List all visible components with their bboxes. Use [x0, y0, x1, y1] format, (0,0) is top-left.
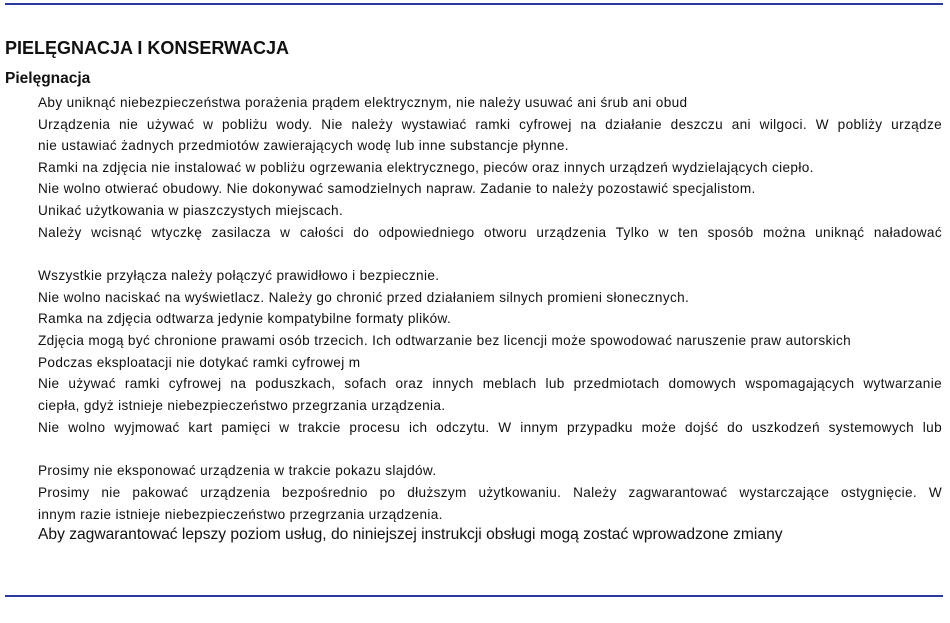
text-line: Wszystkie przyłącza należy połączyć prawidłowo i bezpiecznie. [38, 268, 440, 283]
text-line: Prosimy nie eksponować urządzenia w trakcie pokazu slajdów. [38, 463, 437, 478]
text-line: Aby uniknąć niebezpieczeństwa porażenia prądem elektrycznym, nie należy usuwać ani śrub ani obud [38, 95, 688, 110]
text-line: Nie wolno otwierać obudowy. Nie dokonywać samodzielnych napraw. Zadanie to należy pozostawić specjalistom. [38, 181, 756, 196]
text-line: nie ustawiać żadnych przedmiotów zawierających wodę lub inne substancje płynne. [38, 138, 569, 153]
text-line: ciepła, gdyż istnieje niebezpieczeństwo przegrzania urządzenia. [38, 398, 446, 413]
text-line: Nie używać ramki cyfrowej na poduszkach, sofach oraz innych meblach lub przedmiotach domowych wspomagających wytwarzanie [38, 376, 942, 391]
bottom-divider [5, 595, 943, 597]
subsection-title: Pielęgnacja [5, 70, 91, 87]
text-line: Nie wolno wyjmować kart pamięci w trakcie procesu ich odczytu. W innym przypadku może dojść do uszkodzeń systemowych lub [38, 420, 942, 435]
section-title: PIELĘGNACJA I KONSERWACJA [5, 38, 290, 58]
text-line: Podczas eksploatacji nie dotykać ramki cyfrowej m [38, 355, 361, 370]
text-line: Ramki na zdjęcia nie instalować w pobliżu ogrzewania elektrycznego, pieców oraz innych urządzeń wydzielających ciepło. [38, 160, 814, 175]
text-line: Nie wolno naciskać na wyświetlacz. Należy go chronić przed działaniem silnych promieni słonecznych. [38, 290, 690, 305]
text-line: Urządzenia nie używać w pobliżu wody. Nie należy wystawiać ramki cyfrowej na działanie deszczu ani wilgoci. W pobliży urządze [38, 117, 942, 132]
text-line: Aby zagwarantować lepszy poziom usług, do niniejszej instrukcji obsługi mogą zostać wprowadzone zmiany [38, 526, 783, 543]
text-line: Należy wcisnąć wtyczkę zasilacza w całości do odpowiedniego otworu urządzenia Tylko w ten sposób można uniknąć naładować [38, 225, 942, 240]
text-line: innym razie istnieje niebezpieczeństwo przegrzania urządzenia. [38, 507, 443, 522]
top-divider [5, 3, 943, 5]
text-line: Prosimy nie pakować urządzenia bezpośrednio po dłuższym użytkowaniu. Należy zagwarantować wystarczające ostygnięcie. W [38, 485, 942, 500]
text-line: Unikać użytkowania w piaszczystych miejscach. [38, 203, 344, 218]
text-line: Ramka na zdjęcia odtwarza jedynie kompatybilne formaty plików. [38, 311, 452, 326]
text-line: Zdjęcia mogą być chronione prawami osób trzecich. Ich odtwarzanie bez licencji może spowodować naruszenie praw autorskich [38, 333, 852, 348]
